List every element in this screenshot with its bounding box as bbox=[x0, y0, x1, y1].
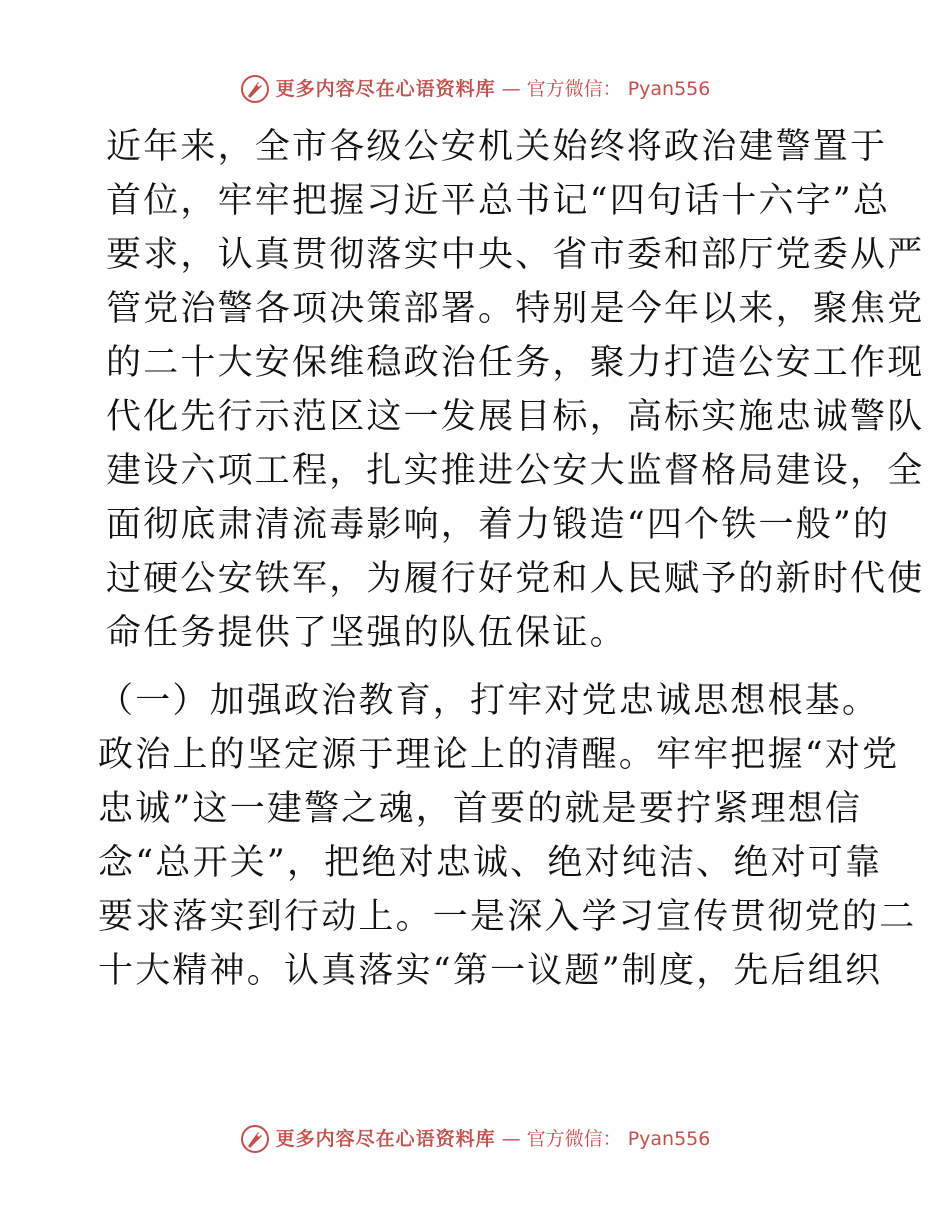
watermark-separator: — bbox=[501, 78, 521, 100]
watermark-official-label: 官方微信： bbox=[526, 1128, 622, 1150]
text-line: 政治上的坚定源于理论上的清醒。牢牢把握“对党 bbox=[98, 735, 900, 775]
text-line: 要求，认真贯彻落实中央、省市委和部厅党委从严 bbox=[106, 235, 925, 275]
watermark-wechat-id: Pyan556 bbox=[627, 1128, 711, 1150]
watermark-separator: — bbox=[501, 1128, 521, 1150]
text-line: 命任务提供了坚强的队伍保证。 bbox=[106, 613, 627, 653]
document-body bbox=[98, 120, 925, 998]
paragraph-section-one bbox=[98, 674, 917, 998]
header-watermark bbox=[0, 74, 950, 104]
pen-nib-logo-icon bbox=[240, 1124, 270, 1154]
text-line: 面彻底肃清流毒影响，着力锻造“四个铁一般”的 bbox=[106, 505, 891, 545]
paragraph-intro bbox=[98, 120, 925, 660]
text-line: 管党治警各项决策部署。特别是今年以来，聚焦党 bbox=[106, 289, 925, 329]
watermark-official-label: 官方微信： bbox=[526, 78, 622, 100]
text-line: 的二十大安保维稳政治任务，聚力打造公安工作现 bbox=[106, 343, 925, 383]
text-line: 建设六项工程，扎实推进公安大监督格局建设，全 bbox=[106, 451, 925, 491]
pen-nib-logo-icon bbox=[240, 74, 270, 104]
footer-watermark bbox=[0, 1124, 950, 1154]
text-line: 代化先行示范区这一发展目标，高标实施忠诚警队 bbox=[106, 397, 925, 437]
section-heading-line: （一）加强政治教育，打牢对党忠诚思想根基。 bbox=[98, 681, 880, 721]
watermark-brand-text: 更多内容尽在心语资料库 bbox=[275, 1128, 496, 1150]
text-line: 要求落实到行动上。一是深入学习宣传贯彻党的二 bbox=[98, 897, 917, 937]
text-line: 十大精神。认真落实“第一议题”制度，先后组织 bbox=[98, 951, 883, 991]
text-line: 近年来，全市各级公安机关始终将政治建警置于 bbox=[106, 127, 888, 167]
text-line: 首位，牢牢把握习近平总书记“四句话十六字”总 bbox=[106, 181, 891, 221]
watermark-wechat-id: Pyan556 bbox=[627, 78, 711, 100]
text-line: 过硬公安铁军，为履行好党和人民赋予的新时代使 bbox=[106, 559, 925, 599]
watermark-brand-text: 更多内容尽在心语资料库 bbox=[275, 78, 496, 100]
text-line: 忠诚”这一建警之魂，首要的就是要拧紧理想信 bbox=[98, 789, 863, 829]
text-line: 念“总开关”，把绝对忠诚、绝对纯洁、绝对可靠 bbox=[98, 843, 883, 883]
